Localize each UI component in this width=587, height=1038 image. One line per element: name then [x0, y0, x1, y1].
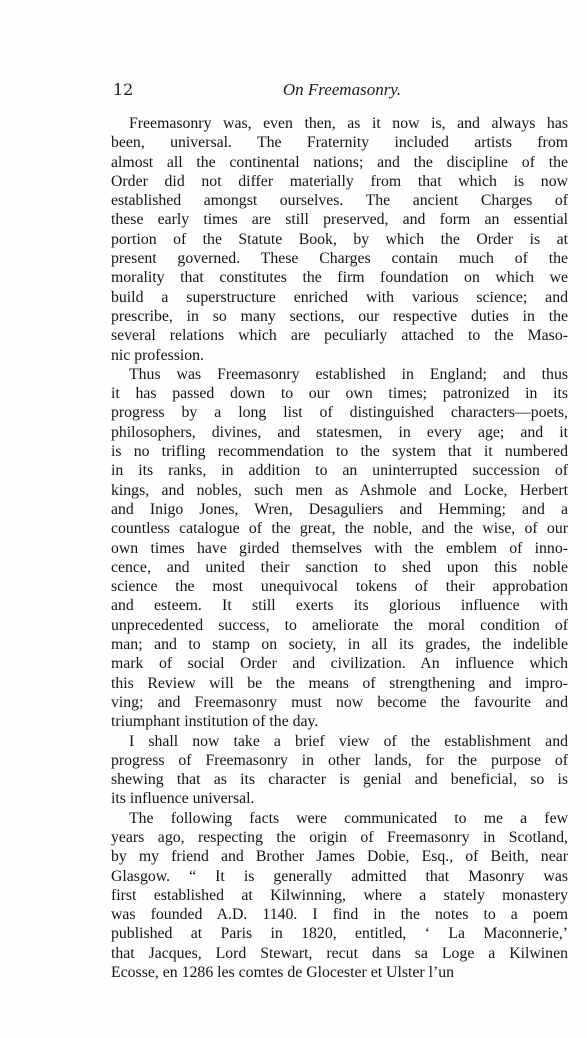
- text-line: it has passed down to our own times; patronized in its: [111, 385, 568, 403]
- text-line: morality that constitutes the firm foundation on which we: [111, 269, 568, 287]
- text-line: was founded A.D. 1140. I find in the notes to a poem: [111, 906, 568, 924]
- text-line: and esteem. It still exerts its glorious influence with: [111, 597, 568, 615]
- text-line: own times have girded themselves with the emblem of inno-: [111, 539, 568, 557]
- text-line: unprecedented success, to ameliorate the moral condition of: [111, 616, 568, 634]
- text-line: this Review will be the means of strengthening and impro-: [111, 674, 568, 692]
- text-line: countless catalogue of the great, the noble, and the wise, of our: [111, 520, 568, 538]
- text-line: build a superstructure enriched with various science; and: [111, 288, 568, 306]
- text-line: Freemasonry was, even then, as it now is, and always has: [129, 115, 568, 132]
- body-text: [111, 114, 568, 982]
- paragraph: [111, 114, 568, 365]
- text-line: established amongst ourselves. The ancient Charges of: [111, 192, 568, 210]
- paragraph: [111, 365, 568, 732]
- text-line: is no trifling recommendation to the system that it numbered: [111, 443, 568, 461]
- text-line: progress of Freemasonry in other lands, for the purpose of: [111, 751, 568, 769]
- text-line: published at Paris in 1820, entitled, ‘ La Maconnerie,’: [111, 925, 568, 943]
- text-line: nic profession.: [111, 346, 205, 364]
- text-line: kings, and nobles, such men as Ashmole and Locke, Herbert: [111, 481, 568, 499]
- text-line: progress by a long list of distinguished characters—poets,: [111, 404, 568, 422]
- text-line: present governed. These Charges contain much of the: [111, 250, 568, 268]
- text-line: Order did not differ materially from that which is now: [111, 172, 568, 190]
- text-line: shewing that as its character is genial and beneficial, so is: [111, 771, 568, 789]
- text-line: philosophers, divines, and statesmen, in every age; and it: [111, 423, 568, 441]
- paragraph: [111, 732, 568, 809]
- text-line: and Inigo Jones, Wren, Desaguliers and Hemming; and a: [111, 500, 568, 518]
- text-line: that Jacques, Lord Stewart, recut dans sa Loge a Kilwinen: [111, 944, 568, 962]
- text-line: prescribe, in so many sections, our respective duties in the: [111, 307, 568, 325]
- text-line: triumphant institution of the day.: [111, 713, 319, 731]
- text-line: The following facts were communicated to me a few: [129, 809, 568, 827]
- text-line: man; and to stamp on society, in all its grades, the indelible: [111, 636, 568, 654]
- running-header: [113, 80, 571, 104]
- text-line: I shall now take a brief view of the establishment and: [129, 732, 568, 750]
- text-line: been, universal. The Fraternity included artists from: [111, 134, 568, 152]
- text-line: in its ranks, in addition to an uninterrupted succession of: [111, 462, 568, 480]
- text-line: these early times are still preserved, and form an essential: [111, 211, 568, 229]
- text-line: ving; and Freemasonry must now become the favourite and: [111, 693, 568, 711]
- text-line: its influence universal.: [111, 790, 255, 808]
- text-line: cence, and united their sanction to shed upon this noble: [111, 558, 568, 576]
- paragraph: [111, 809, 568, 983]
- text-line: Glasgow. “ It is generally admitted that Masonry was: [111, 867, 568, 885]
- text-line: first established at Kilwinning, where a stately monastery: [111, 886, 568, 904]
- text-line: by my friend and Brother James Dobie, Esq., of Beith, near: [111, 848, 568, 866]
- page-number: 12: [113, 80, 134, 99]
- text-line: portion of the Statute Book, by which the Order is at: [111, 230, 568, 248]
- text-line: Ecosse, en 1286 les comtes de Glocester et Ulster l’un: [111, 964, 455, 982]
- text-line: Thus was Freemasonry established in England; and thus: [129, 365, 568, 383]
- running-title: On Freemasonry.: [282, 80, 402, 99]
- text-line: almost all the continental nations; and the discipline of the: [111, 153, 568, 171]
- text-line: several relations which are peculiarly attached to the Maso-: [111, 327, 568, 345]
- text-line: years ago, respecting the origin of Freemasonry in Scotland,: [111, 828, 568, 846]
- text-line: mark of social Order and civilization. An influence which: [111, 655, 568, 673]
- text-line: science the most unequivocal tokens of their approbation: [111, 578, 568, 596]
